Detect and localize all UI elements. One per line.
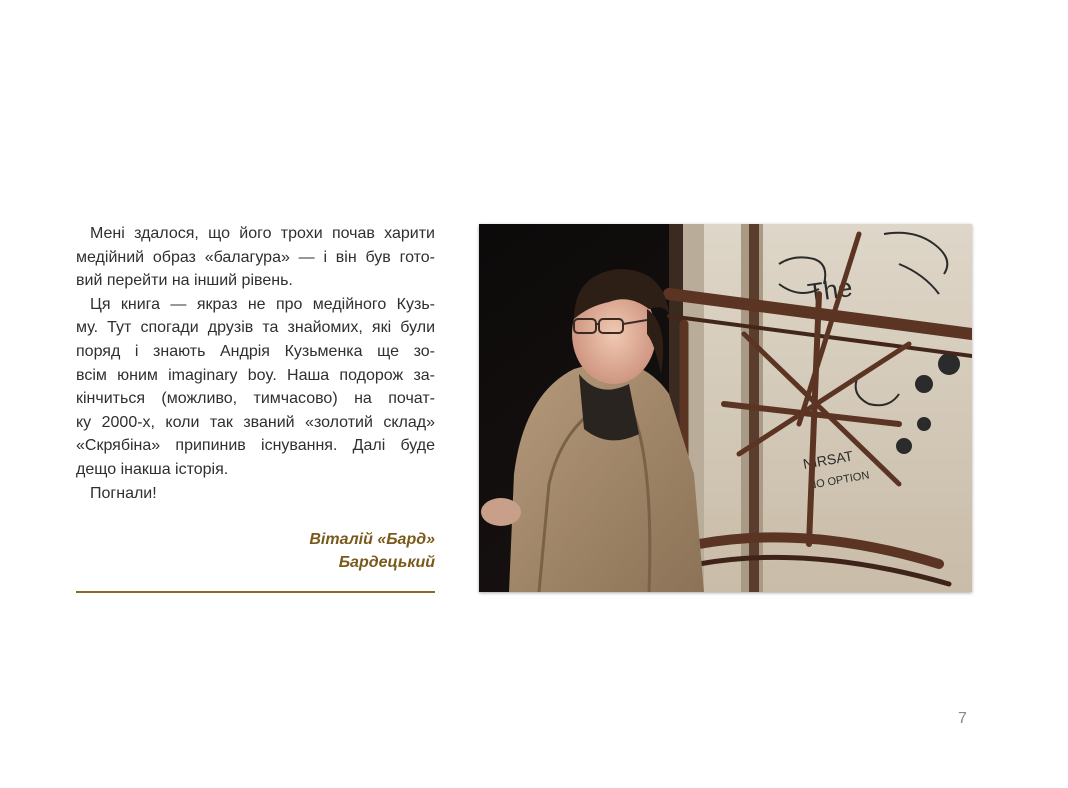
paragraph-1 bbox=[76, 222, 435, 293]
author-name: Віталій «Бард» bbox=[309, 531, 435, 548]
photograph bbox=[479, 224, 972, 592]
text-line: Ця книга — якраз не про медійного Кузь- bbox=[90, 295, 435, 313]
text-line: ку 2000-х, коли так званий «золотий склад» bbox=[76, 413, 435, 431]
paragraph-3 bbox=[76, 482, 435, 506]
text-line: всім юним imaginary boy. Наша подорож за- bbox=[76, 366, 435, 384]
text-line: медійний образ «балагура» — і він був гото- bbox=[76, 248, 435, 266]
graffiti-text: The bbox=[805, 271, 855, 308]
graffiti-text: NIRSAT bbox=[801, 447, 855, 472]
author-signature bbox=[76, 528, 435, 574]
body-text bbox=[76, 222, 435, 505]
author-surname: Бардецький bbox=[338, 554, 435, 571]
text-line: кінчиться (можливо, тимчасово) на почат- bbox=[76, 390, 435, 408]
divider-rule bbox=[76, 591, 435, 593]
text-line: поряд і знають Андрія Кузьменка ще зо- bbox=[76, 342, 435, 360]
text-line: Погнали! bbox=[90, 484, 157, 502]
text-line: «Скрябіна» припинив існування. Далі буде bbox=[76, 437, 435, 455]
text-line: вий перейти на інший рівень. bbox=[76, 272, 293, 290]
text-line: дещо інакша історія. bbox=[76, 460, 229, 478]
text-line: Мені здалося, що його трохи почав харити bbox=[90, 225, 435, 242]
text-line: му. Тут спогади друзів та знайомих, які були bbox=[76, 319, 435, 337]
page-number: 7 bbox=[958, 710, 967, 727]
graffiti-text: NO OPTION bbox=[807, 469, 871, 492]
paragraph-2 bbox=[76, 293, 435, 482]
